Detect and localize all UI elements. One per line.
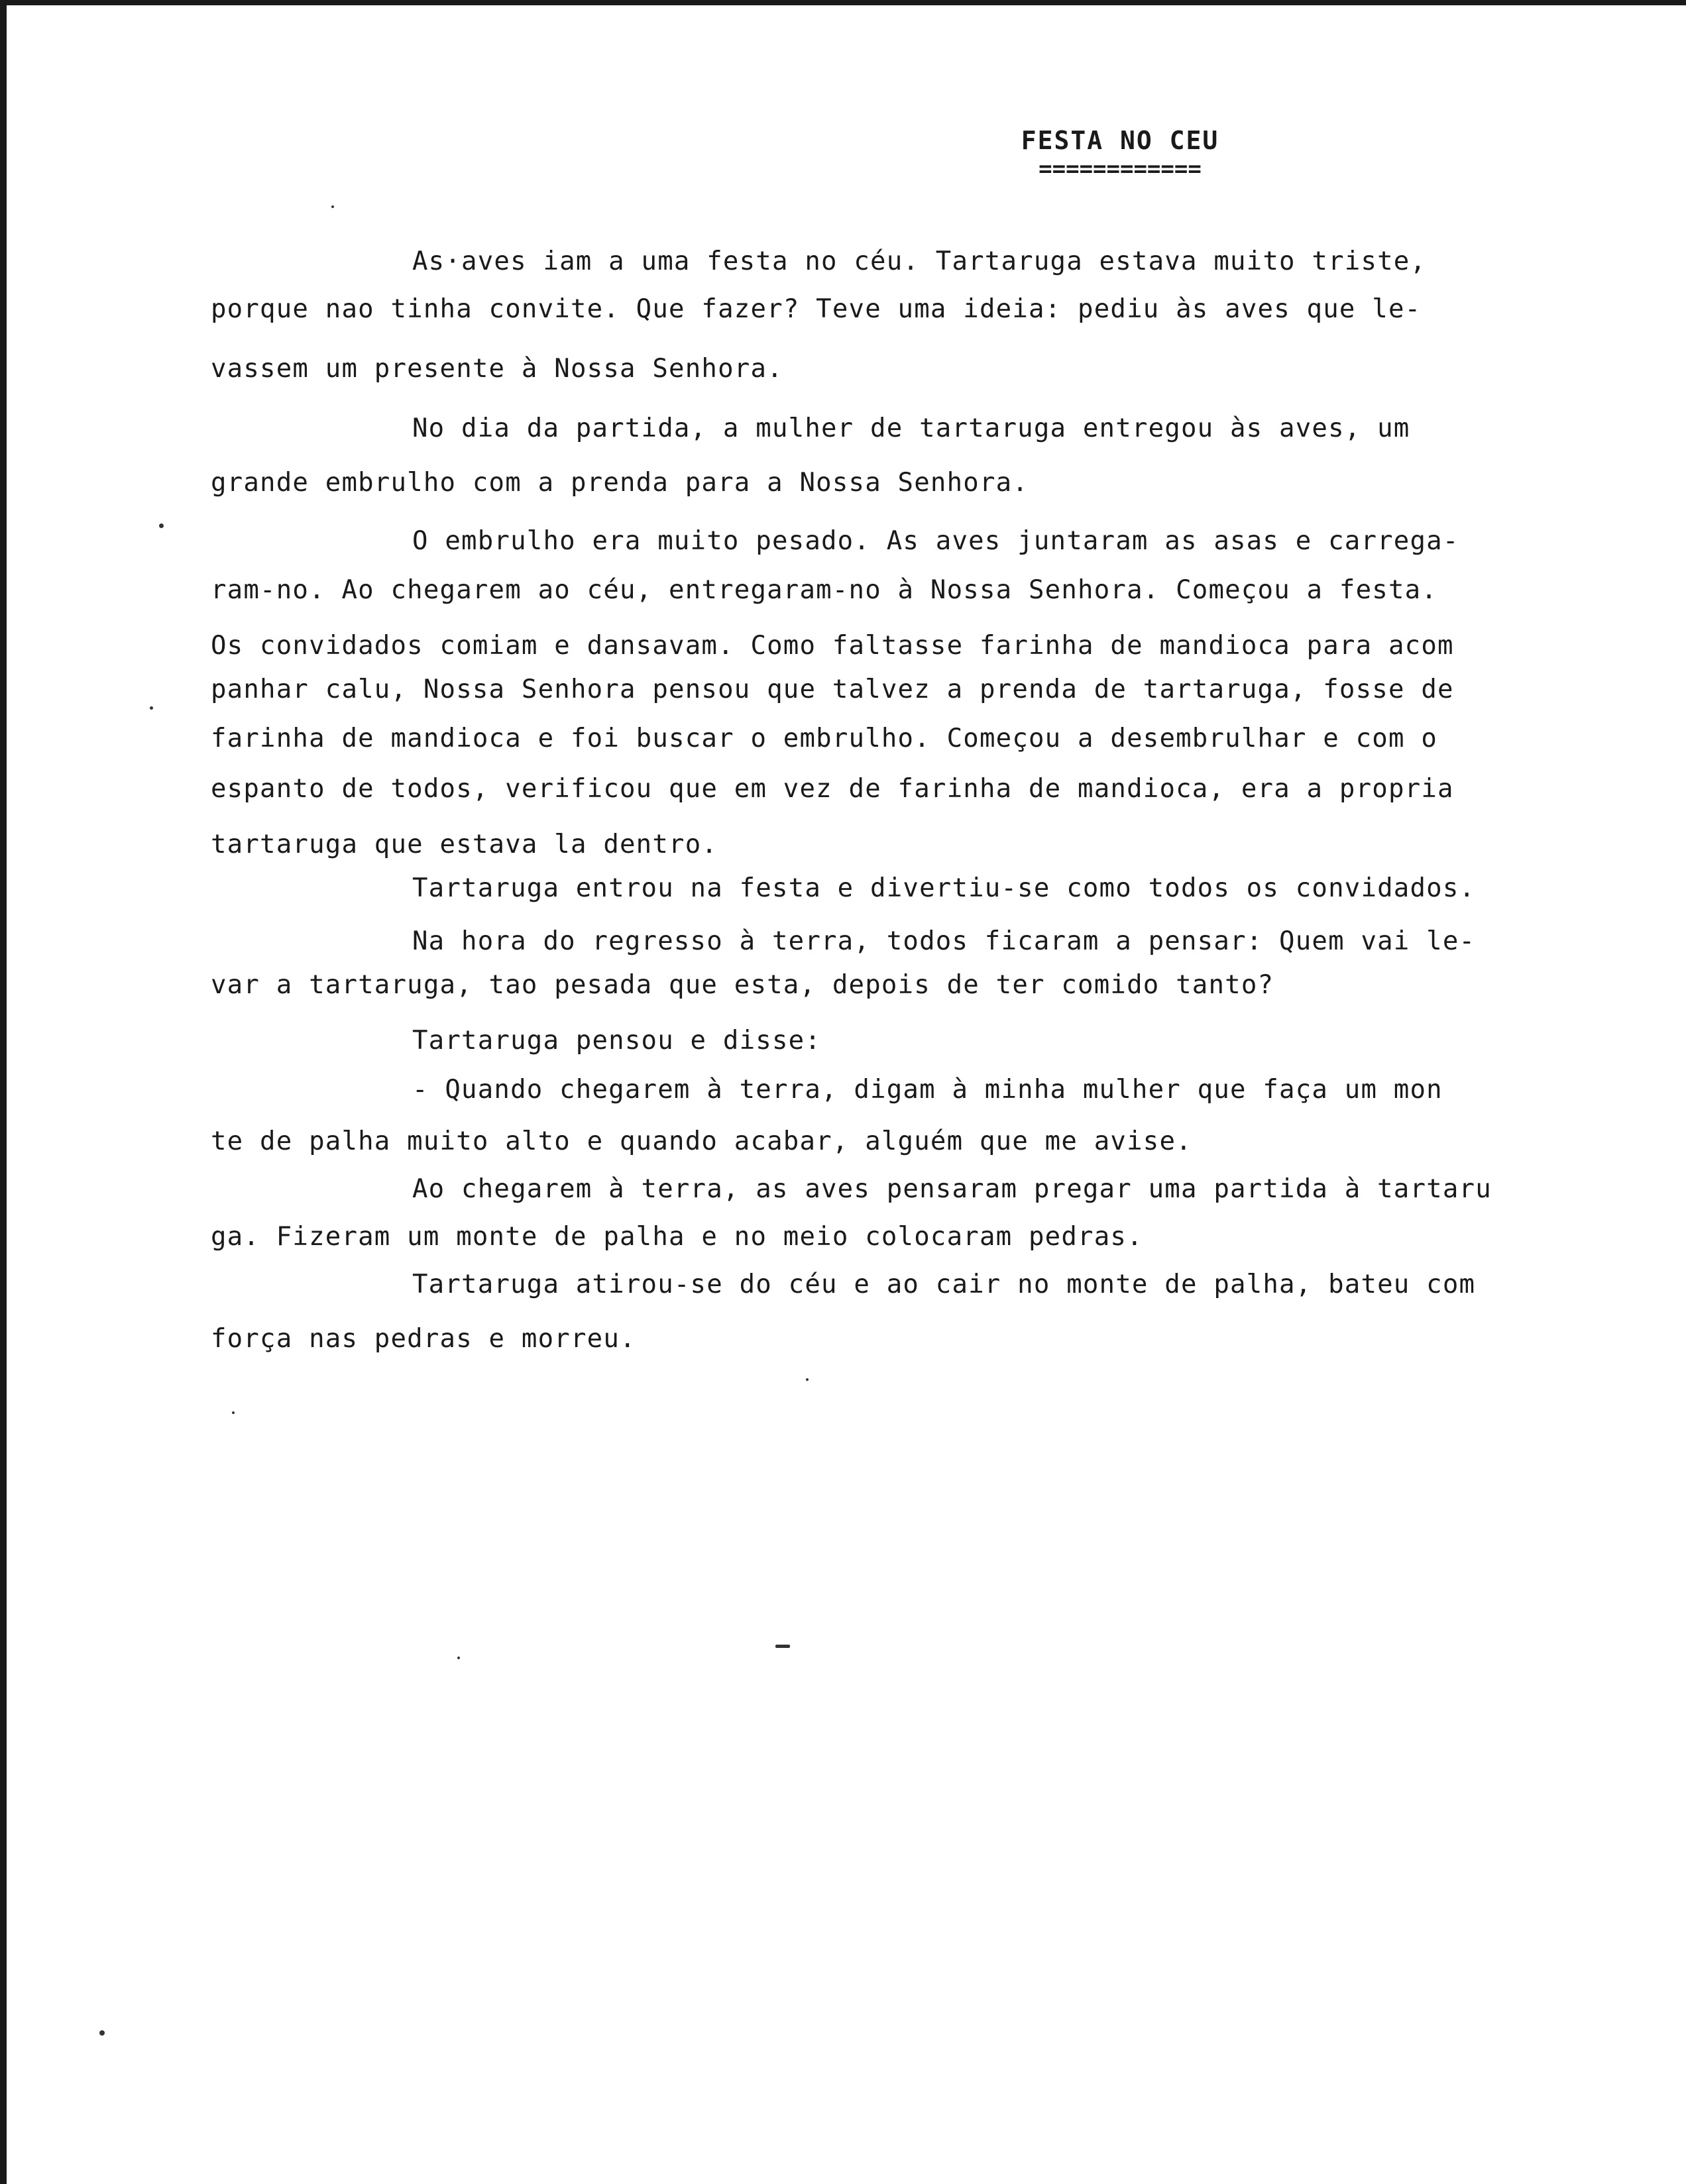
text-line: vassem um presente à Nossa Senhora. xyxy=(211,354,783,384)
text-line: var a tartaruga, tao pesada que esta, depois de ter comido tanto? xyxy=(211,970,1274,1000)
scan-speck xyxy=(159,523,164,528)
text-line: Os convidados comiam e dansavam. Como faltasse farinha de mandioca para acom xyxy=(211,631,1454,661)
text-line: ram-no. Ao chegarem ao céu, entregaram-no à Nossa Senhora. Começou a festa. xyxy=(211,575,1437,605)
text-line: porque nao tinha convite. Que fazer? Teve uma ideia: pediu às aves que le- xyxy=(211,294,1422,324)
scan-speck xyxy=(150,706,153,710)
text-line: Tartaruga atirou-se do céu e ao cair no monte de palha, bateu com xyxy=(412,1270,1476,1299)
scan-speck xyxy=(806,1378,809,1381)
scan-border-top xyxy=(0,0,1686,5)
text-line: No dia da partida, a mulher de tartaruga entregou às aves, um xyxy=(412,413,1410,443)
text-line: força nas pedras e morreu. xyxy=(211,1324,636,1354)
text-line: tartaruga que estava la dentro. xyxy=(211,830,718,859)
text-line: O embrulho era muito pesado. As aves juntaram as asas e carrega- xyxy=(412,526,1459,556)
text-line: te de palha muito alto e quando acabar, alguém que me avise. xyxy=(211,1126,1192,1156)
title-block xyxy=(968,126,1272,182)
title-underline: ============ xyxy=(1039,156,1202,182)
text-line: panhar calu, Nossa Senhora pensou que talvez a prenda de tartaruga, fosse de xyxy=(211,675,1454,704)
text-line: As·aves iam a uma festa no céu. Tartaruga estava muito triste, xyxy=(412,246,1427,276)
scan-border-left xyxy=(0,0,7,2184)
text-line: ga. Fizeram um monte de palha e no meio colocaram pedras. xyxy=(211,1222,1143,1252)
scan-speck xyxy=(775,1645,790,1648)
page-title: FESTA NO CEU xyxy=(1021,126,1219,155)
text-line: grande embrulho com a prenda para a Nossa Senhora. xyxy=(211,468,1029,498)
scan-speck xyxy=(331,205,334,208)
text-line: Tartaruga pensou e disse: xyxy=(412,1026,821,1056)
text-line: farinha de mandioca e foi buscar o embrulho. Começou a desembrulhar e com o xyxy=(211,724,1437,753)
text-line: espanto de todos, verificou que em vez de farinha de mandioca, era a propria xyxy=(211,774,1454,804)
scan-speck xyxy=(232,1411,235,1414)
text-line: - Quando chegarem à terra, digam à minha mulher que faça um mon xyxy=(412,1075,1443,1105)
scan-speck xyxy=(457,1657,460,1659)
text-line: Ao chegarem à terra, as aves pensaram pregar uma partida à tartaru xyxy=(412,1174,1492,1204)
scan-speck xyxy=(99,2030,105,2036)
text-line: Tartaruga entrou na festa e divertiu-se como todos os convidados. xyxy=(412,873,1476,903)
text-line: Na hora do regresso à terra, todos ficaram a pensar: Quem vai le- xyxy=(412,926,1476,956)
